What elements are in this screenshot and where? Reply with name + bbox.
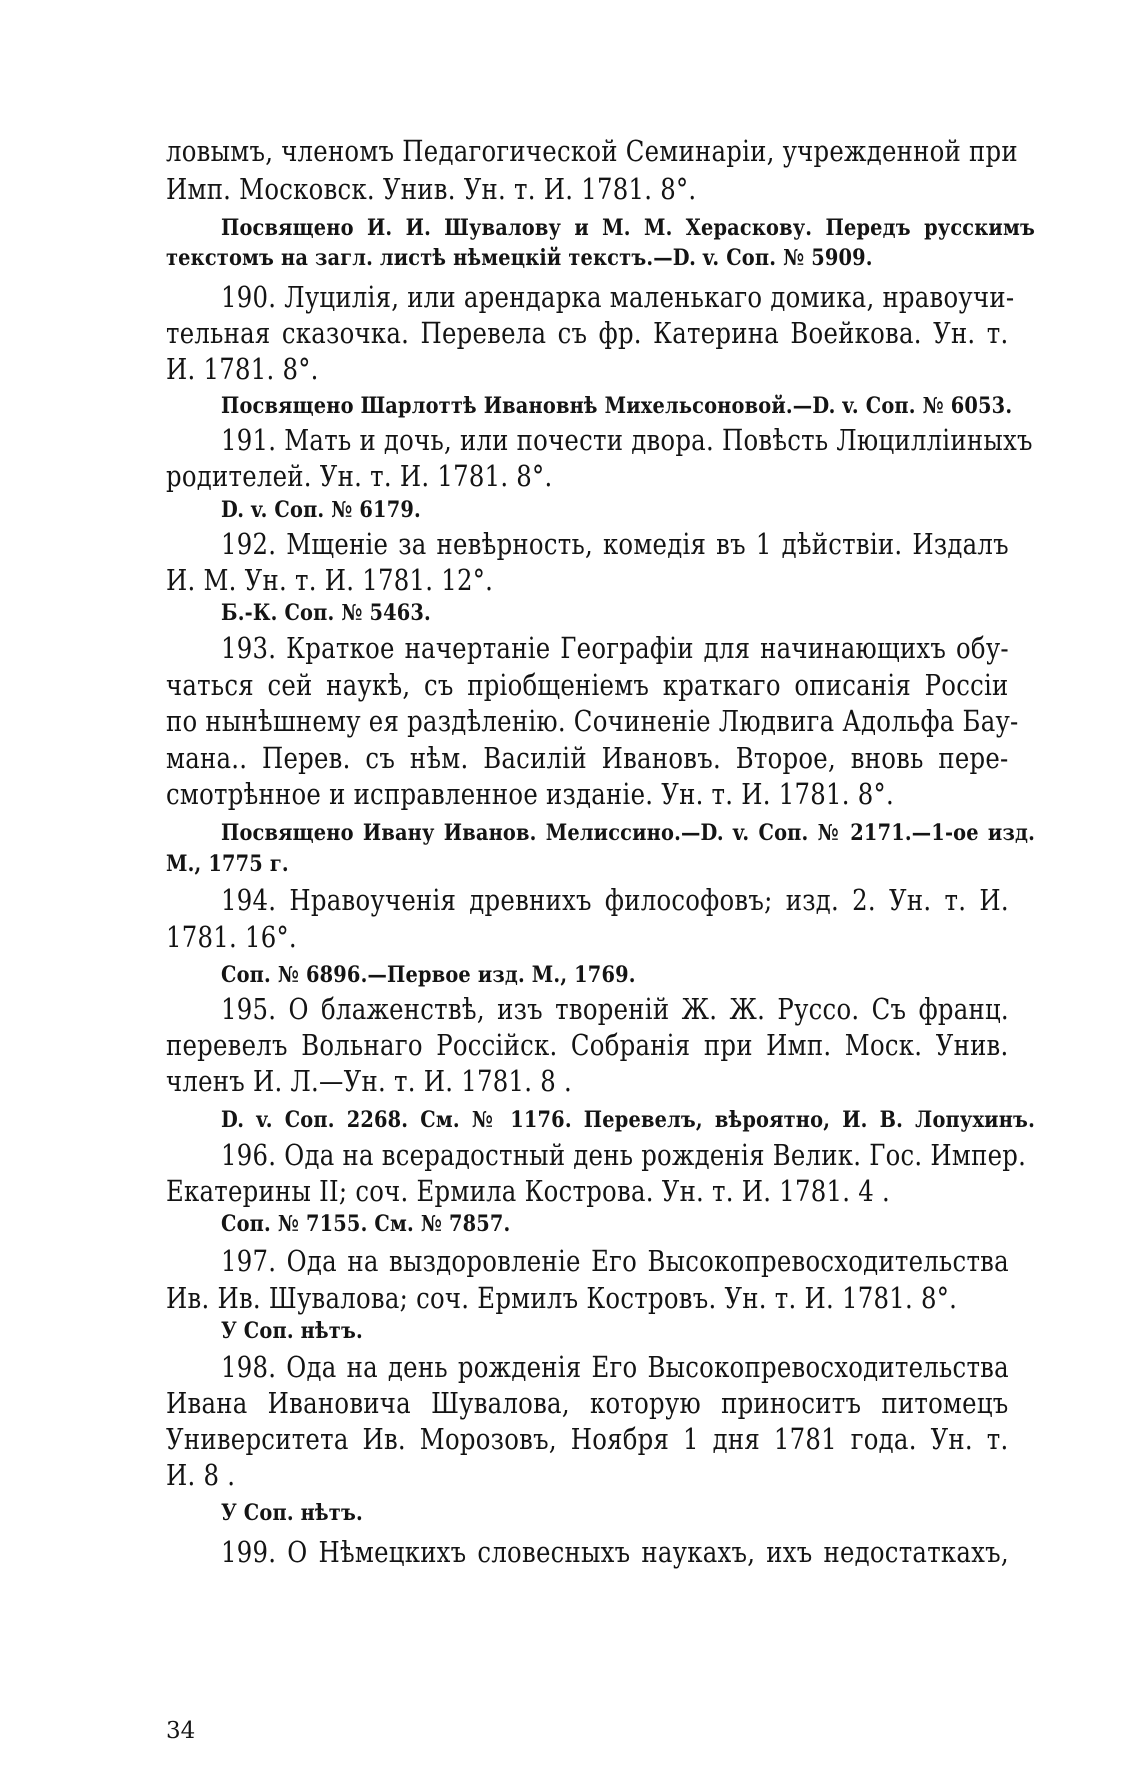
entry-line-195: 195. О блаженствѣ, изъ твореній Ж. Ж. Руссо. Съ франц. — [221, 992, 1009, 1026]
note-line: У Соп. нѣтъ. — [221, 1500, 363, 1526]
note-line: D. v. Соп. № 6179. — [221, 497, 421, 523]
note-line: М., 1775 г. — [166, 851, 289, 877]
text-line: Екатерины II; соч. Ермила Кострова. Ун. т. И. 1781. 4 . — [166, 1174, 890, 1208]
entry-line-192: 192. Мщеніе за невѣрность, комедія въ 1 дѣйствіи. Издалъ — [221, 527, 1009, 561]
text-line: родителей. Ун. т. И. 1781. 8°. — [166, 459, 553, 493]
text-line: перевелъ Вольнаго Россійск. Собранія при Имп. Моск. Унив. — [166, 1028, 1009, 1062]
text-line: чаться сей наукѣ, съ пріобщеніемъ краткаго описанія Россіи — [166, 668, 1009, 702]
text-line: смотрѣнное и исправленное изданіе. Ун. т. И. 1781. 8°. — [166, 777, 894, 811]
note-line: Посвящено И. И. Шувалову и М. М. Хераскову. Передъ русскимъ — [221, 215, 1035, 241]
entry-line-199: 199. О Нѣмецкихъ словесныхъ наукахъ, ихъ недостаткахъ, — [221, 1535, 1009, 1569]
entry-line-194: 194. Нравоученія древнихъ философовъ; изд. 2. Ун. т. И. — [221, 883, 1009, 917]
entry-line-196: 196. Ода на всерадостный день рожденія Велик. Гос. Импер. — [221, 1138, 1027, 1172]
entry-line-198: 198. Ода на день рожденія Его Высокопревосходительства — [221, 1350, 1009, 1384]
note-line: Посвящено Ивану Иванов. Мелиссино.—D. v. Соп. № 2171.—1-ое изд. — [221, 820, 1035, 846]
text-line: по нынѣшнему ея раздѣленію. Сочиненіе Людвига Адольфа Бау- — [166, 704, 1019, 738]
text-line: Университета Ив. Морозовъ, Ноября 1 дня 1781 года. Ун. т. — [166, 1422, 1009, 1456]
text-line: И. М. Ун. т. И. 1781. 12°. — [166, 563, 494, 597]
text-line: Ив. Ив. Шувалова; соч. Ермилъ Костровъ. Ун. т. И. 1781. 8°. — [166, 1281, 958, 1315]
note-line: Б.-К. Соп. № 5463. — [221, 600, 431, 626]
entry-line-190: 190. Луцилія, или арендарка маленькаго домика, нравоучи- — [221, 280, 1015, 314]
note-line: текстомъ на загл. листѣ нѣмецкій текстъ.—D. v. Соп. № 5909. — [166, 245, 873, 271]
entry-line-197: 197. Ода на выздоровленіе Его Высокопревосходительства — [221, 1244, 1009, 1278]
note-line: Посвящено Шарлоттѣ Ивановнѣ Михельсоновой.—D. v. Соп. № 6053. — [221, 393, 1013, 419]
text-line: тельная сказочка. Перевела съ фр. Катерина Воейкова. Ун. т. — [166, 316, 1009, 350]
text-line: 1781. 16°. — [166, 920, 297, 954]
note-line: У Соп. нѣтъ. — [221, 1318, 363, 1344]
text-line: ловымъ, членомъ Педагогической Семинаріи, учрежденной при — [166, 134, 1018, 168]
note-line: D. v. Соп. 2268. См. № 1176. Перевелъ, вѣроятно, И. В. Лопухинъ. — [221, 1107, 1035, 1133]
text-line: И. 8 . — [166, 1458, 236, 1492]
entry-line-191: 191. Мать и дочь, или почести двора. Повѣсть Люцилліиныхъ — [221, 423, 1033, 457]
note-line: Соп. № 6896.—Первое изд. М., 1769. — [221, 962, 636, 988]
note-line: Соп. № 7155. См. № 7857. — [221, 1211, 511, 1237]
page-number: 34 — [166, 1718, 196, 1744]
text-line: мана.. Перев. съ нѣм. Василій Ивановъ. Второе, вновь пере- — [166, 741, 1009, 775]
text-line: Имп. Московск. Унив. Ун. т. И. 1781. 8°. — [166, 172, 697, 206]
text-line: членъ И. Л.—Ун. т. И. 1781. 8 . — [166, 1064, 572, 1098]
text-line: И. 1781. 8°. — [166, 352, 319, 386]
entry-line-193: 193. Краткое начертаніе Географіи для начинающихъ обу- — [221, 631, 1009, 665]
text-line: Ивана Ивановича Шувалова, которую приноситъ питомецъ — [166, 1386, 1009, 1420]
